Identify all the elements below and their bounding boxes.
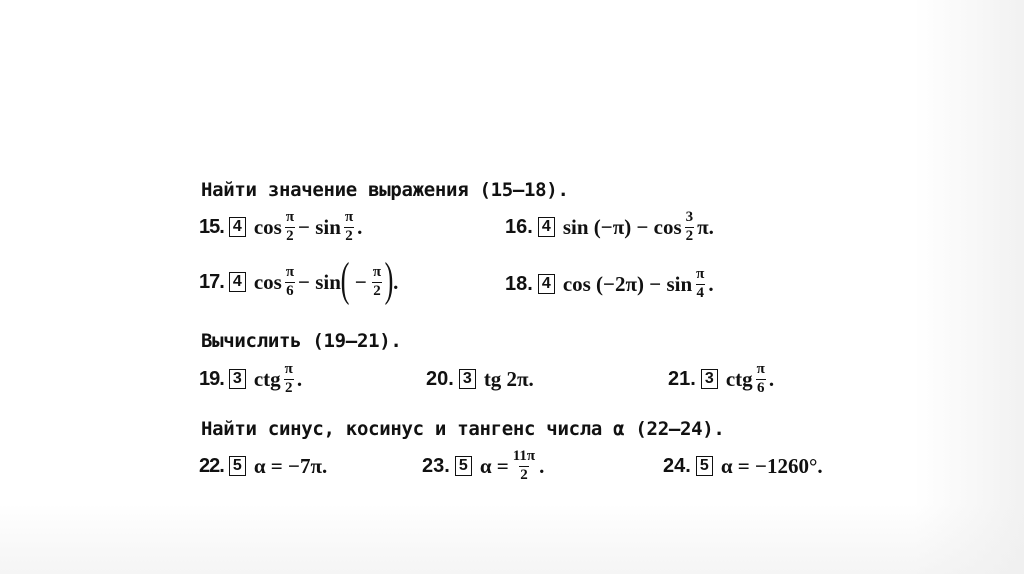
- fraction: [284, 362, 294, 397]
- section-heading-19-21: Вычислить (19—21).: [201, 330, 402, 352]
- expr-text: cos: [253, 214, 282, 239]
- expr-end: .: [357, 214, 363, 239]
- denominator: 2: [285, 379, 293, 396]
- exercise-20: [426, 357, 534, 401]
- difficulty-box: 3: [229, 369, 246, 389]
- exercise-number: 20.: [426, 367, 454, 390]
- exercise-number: 15.: [199, 215, 224, 238]
- difficulty-box: 5: [229, 456, 246, 476]
- expr-end: .: [393, 269, 399, 294]
- difficulty-box: 4: [538, 217, 555, 237]
- fraction: [372, 265, 382, 300]
- difficulty-box: 5: [696, 456, 713, 476]
- expr-end: .: [296, 366, 303, 391]
- fraction: [685, 210, 695, 245]
- exercise-number: 23.: [422, 454, 450, 477]
- difficulty-box: 5: [455, 456, 472, 476]
- expr-end: .: [708, 271, 714, 296]
- exercise-15: [199, 205, 362, 249]
- minus-sign: −: [354, 269, 367, 294]
- exercise-number: 17.: [199, 270, 224, 293]
- difficulty-box: 3: [459, 369, 476, 389]
- exercise-18: [505, 262, 714, 306]
- exercise-number: 16.: [505, 215, 533, 238]
- exercise-19: [199, 357, 302, 401]
- expr-text: cos: [253, 269, 282, 294]
- denominator: 2: [685, 227, 694, 244]
- exercise-number: 22.: [199, 454, 224, 477]
- expr-text: ctg: [253, 366, 281, 391]
- expr-end: .: [539, 453, 545, 478]
- fraction: [285, 210, 295, 245]
- page-shadow-right: [914, 0, 1024, 574]
- numerator: π: [284, 360, 293, 377]
- expr-text: cos (−2π) − sin: [562, 271, 693, 296]
- denominator: 2: [373, 282, 381, 299]
- denominator: 6: [757, 379, 765, 396]
- exercise-number: 21.: [668, 367, 696, 390]
- fraction: [756, 362, 766, 397]
- numerator: π: [372, 263, 382, 280]
- numerator: π: [285, 208, 295, 225]
- fraction: [344, 210, 354, 245]
- fraction: [512, 449, 536, 484]
- exercise-number: 24.: [663, 454, 691, 477]
- difficulty-box: 4: [229, 272, 246, 292]
- expr-text: α =: [479, 453, 509, 478]
- difficulty-box: 4: [229, 217, 246, 237]
- denominator: 2: [520, 466, 528, 483]
- exercise-22: [199, 444, 327, 488]
- numerator: 11π: [512, 447, 536, 464]
- denominator: 2: [345, 227, 353, 244]
- expr-text: α = −7π.: [253, 453, 328, 478]
- numerator: π: [756, 360, 765, 377]
- exercise-17: [199, 253, 399, 306]
- denominator: 6: [286, 282, 294, 299]
- expr-text: − sin: [298, 214, 341, 239]
- exercise-23: [422, 444, 544, 488]
- difficulty-box: 4: [538, 274, 555, 294]
- fraction: [285, 265, 295, 300]
- expr-end: π.: [697, 214, 714, 239]
- expr-text: α = −1260°.: [720, 453, 823, 478]
- exercise-number: 18.: [505, 272, 533, 295]
- denominator: 2: [286, 227, 294, 244]
- expr-text: − sin: [298, 269, 341, 294]
- numerator: π: [285, 263, 295, 280]
- expr-text: sin (−π) − cos: [562, 214, 682, 239]
- page-shadow-bottom: [0, 504, 1024, 574]
- denominator: 4: [696, 284, 705, 301]
- numerator: π: [344, 208, 354, 225]
- exercise-21: [668, 357, 774, 401]
- expr-end: .: [768, 366, 775, 391]
- numerator: π: [696, 265, 705, 282]
- numerator: 3: [685, 208, 694, 225]
- section-heading-15-18: Найти значение выражения (15—18).: [201, 179, 569, 201]
- expr-text: ctg: [725, 366, 753, 391]
- right-paren: ): [384, 253, 394, 306]
- left-paren: (: [340, 253, 350, 306]
- expr-text: tg 2π.: [483, 366, 534, 391]
- exercise-16: [505, 205, 714, 249]
- section-heading-22-24: Найти синус, косинус и тангенс числа α (22—24).: [201, 418, 725, 440]
- fraction: [695, 267, 705, 302]
- exercise-24: [663, 444, 823, 488]
- difficulty-box: 3: [701, 369, 718, 389]
- exercise-number: 19.: [199, 367, 224, 390]
